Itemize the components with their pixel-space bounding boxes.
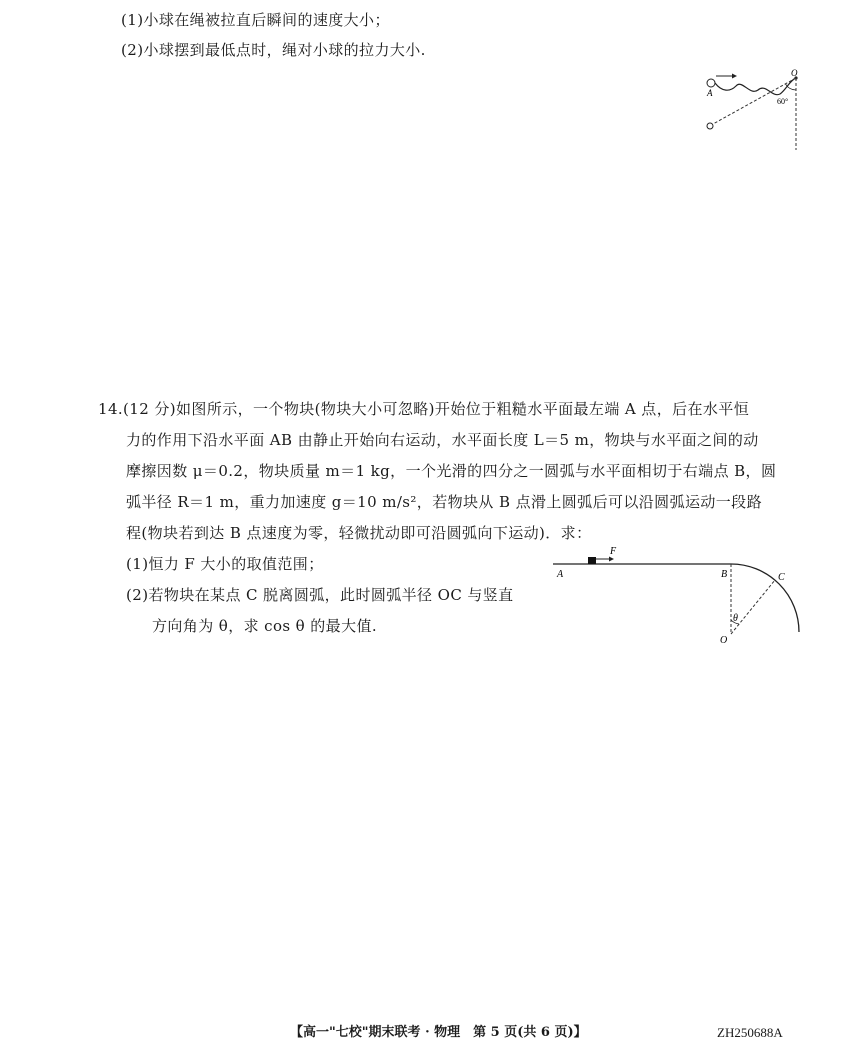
q14-line-4: 弧半径 R＝1 m，重力加速度 g＝10 m/s²，若物块从 B 点滑上圆弧后可以沿圆弧运动一段路 — [126, 493, 762, 511]
label-c: C — [778, 572, 785, 583]
q13-part1: (1)小球在绳被拉直后瞬间的速度大小； — [121, 11, 390, 29]
q14-line-3: 摩擦因数 μ＝0.2，物块质量 m＝1 kg，一个光滑的四分之一圆弧与水平面相切于右端点 B，圆 — [126, 462, 777, 480]
slack-rope — [715, 78, 796, 95]
label-o: O — [791, 68, 798, 78]
q14-arc-figure — [547, 542, 805, 648]
q13-part2: (2)小球摆到最低点时，绳对小球的拉力大小. — [121, 41, 426, 59]
q14-line-2: 力的作用下沿水平面 AB 由静止开始向右运动，水平面长度 L＝5 m，物块与水平面之间的动 — [126, 431, 759, 449]
label-f: F — [610, 546, 617, 557]
label-angle: 60° — [777, 97, 789, 106]
q14-line-1: 14.(12 分)如图所示，一个物块(物块大小可忽略)开始位于粗糙水平面最左端 A 点，后在水平恒 — [98, 400, 750, 418]
label-b: B — [721, 569, 728, 580]
label-a: A — [557, 569, 564, 580]
q13-pendulum-figure — [700, 66, 810, 152]
q14-part2-line1: (2)若物块在某点 C 脱离圆弧，此时圆弧半径 OC 与竖直 — [126, 586, 514, 604]
document-code: ZH250688A — [717, 1025, 783, 1040]
q14-part2-line2: 方向角为 θ，求 cos θ 的最大值. — [152, 617, 378, 635]
label-a: A — [707, 88, 713, 98]
label-o: O — [720, 635, 728, 646]
block — [588, 557, 596, 564]
q14-line-5: 程(物块若到达 B 点速度为零，轻微扰动即可沿圆弧向下运动)．求： — [126, 524, 592, 542]
ball-a — [707, 79, 715, 87]
label-theta: θ — [733, 613, 738, 624]
ball-lower — [707, 123, 713, 129]
q14-part1: (1)恒力 F 大小的取值范围； — [126, 555, 324, 573]
page-footer: 【高一"七校"期末联考 · 物理 第 5 页(共 6 页)】 — [290, 1025, 587, 1040]
